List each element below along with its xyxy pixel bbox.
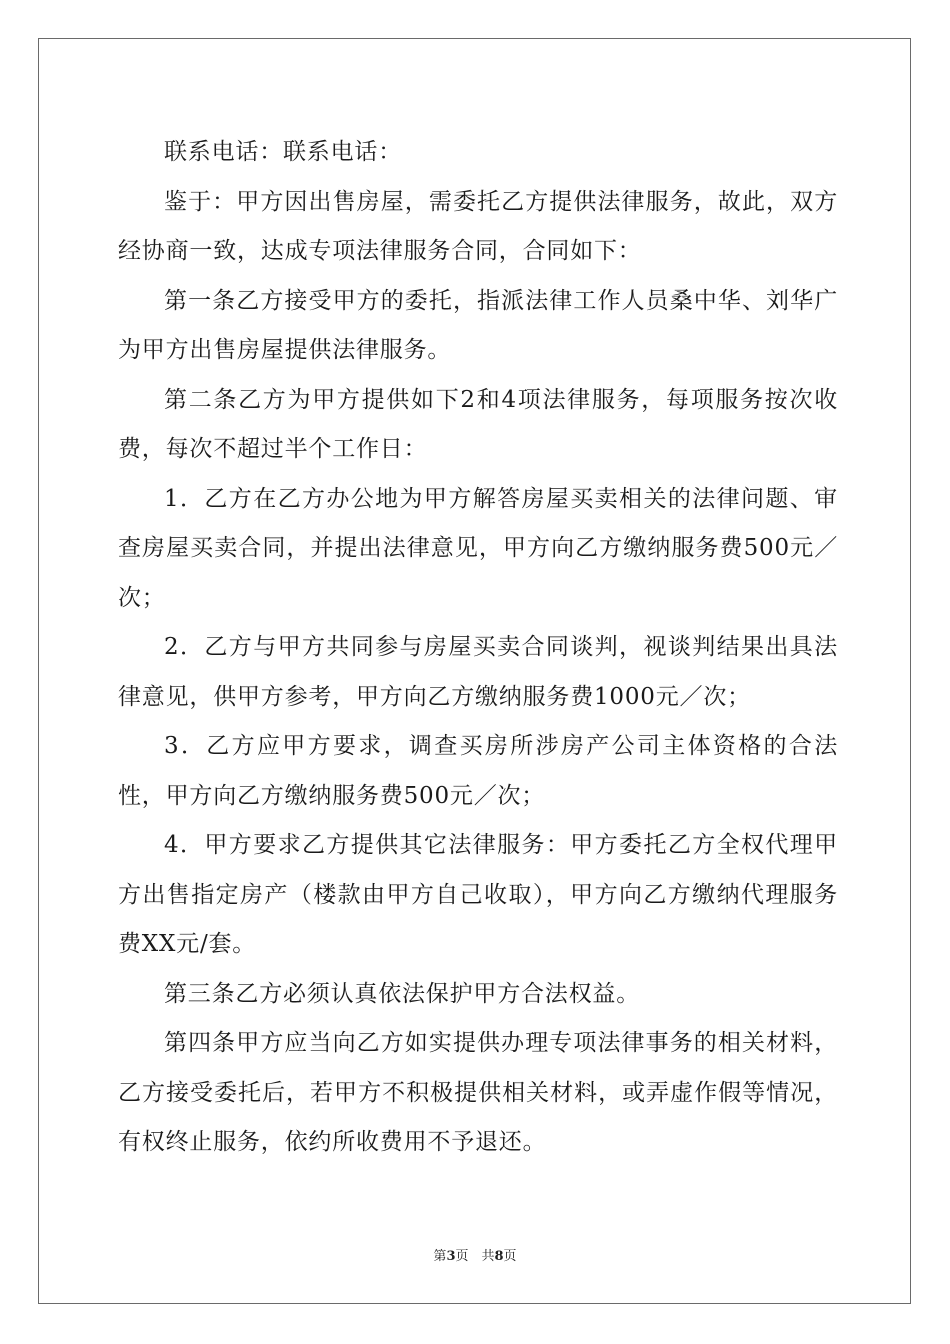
page-total: 8	[494, 1249, 504, 1264]
paragraph-item-4: 4．甲方要求乙方提供其它法律服务：甲方委托乙方全权代理甲方出售指定房产（楼款由甲方自己收取），甲方向乙方缴纳代理服务费XX元/套。	[118, 832, 838, 957]
paragraph-article-4: 第四条甲方应当向乙方如实提供办理专项法律事务的相关材料，乙方接受委托后，若甲方不积极提供相关材料，或弄虚作假等情况，有权终止服务，依约所收费用不予退还。	[118, 1030, 838, 1155]
page-prefix: 第	[433, 1249, 447, 1264]
paragraph-item-3: 3．乙方应甲方要求，调查买房所涉房产公司主体资格的合法性，甲方向乙方缴纳服务费500元／次；	[118, 733, 838, 809]
paragraph-article-1: 第一条乙方接受甲方的委托，指派法律工作人员桑中华、刘华广为甲方出售房屋提供法律服务。	[118, 287, 838, 363]
page-footer	[0, 1245, 950, 1264]
document-body	[118, 128, 838, 1168]
paragraph-item-1: 1．乙方在乙方办公地为甲方解答房屋买卖相关的法律问题、审查房屋买卖合同，并提出法律意见，甲方向乙方缴纳服务费500元／次；	[118, 485, 838, 611]
paragraph-preamble: 鉴于：甲方因出售房屋，需委托乙方提供法律服务，故此，双方经协商一致，达成专项法律服务合同，合同如下：	[118, 188, 838, 264]
paragraph-article-2: 第二条乙方为甲方提供如下2和4项法律服务，每项服务按次收费，每次不超过半个工作日：	[118, 386, 838, 462]
page-current: 3	[446, 1249, 456, 1264]
paragraph-article-3: 第三条乙方必须认真依法保护甲方合法权益。	[164, 980, 640, 1007]
page-suffix: 页	[503, 1249, 517, 1264]
page-mid: 页 共	[455, 1249, 495, 1264]
paragraph-contact: 联系电话：联系电话：	[164, 139, 402, 165]
paragraph-item-2: 2．乙方与甲方共同参与房屋买卖合同谈判，视谈判结果出具法律意见，供甲方参考，甲方向乙方缴纳服务费1000元／次；	[118, 634, 838, 710]
